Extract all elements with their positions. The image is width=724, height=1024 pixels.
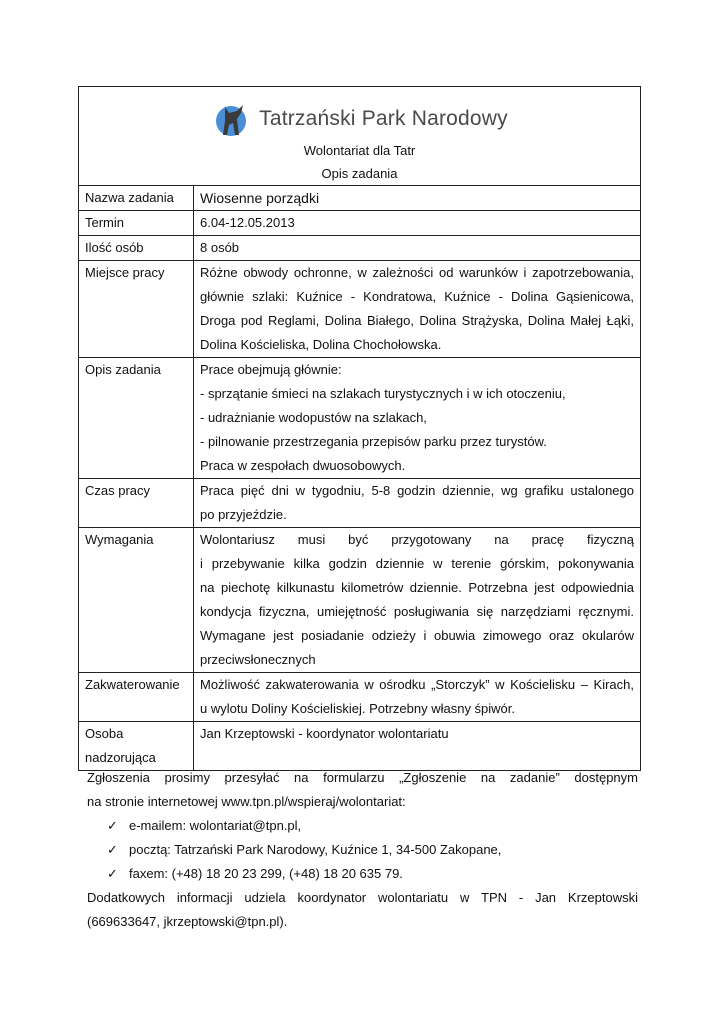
intro-line: Zgłoszenia prosimy przesyłać na formularzu „Zgłoszenie na zadanie” dostępnym [87, 770, 638, 785]
document-title: Wolontariat dla Tatr [303, 143, 416, 158]
row-label: Opis zadania [79, 358, 194, 479]
text-line: Prace obejmują głównie: [200, 362, 342, 377]
row-label: Zakwaterowanie [79, 673, 194, 722]
requirements-value [194, 528, 641, 673]
outro-line: Dodatkowych informacji udziela koordynator wolontariatu w TPN - Jan Krzeptowski [87, 890, 638, 905]
contact-email: e-mailem: wolontariat@tpn.pl, [129, 818, 302, 833]
row-label: Czas pracy [79, 479, 194, 528]
text-line: i przebywanie kilka godzin dziennie w terenie górskim, pokonywania [200, 556, 634, 571]
list-item [107, 862, 638, 886]
text-line: Wymagane jest posiadanie odzieży i obuwia zimowego oraz okularów [200, 628, 634, 643]
date-range-value: 6.04-12.05.2013 [194, 211, 641, 236]
table-row [79, 528, 641, 673]
outro-line: (669633647, jkrzeptowski@tpn.pl). [87, 914, 288, 929]
table-row [79, 722, 641, 771]
application-info [87, 766, 638, 934]
text-line: - udrażnianie wodopustów na szlakach, [200, 410, 427, 425]
table-row [79, 673, 641, 722]
logo-text: Tatrzański Park Narodowy [259, 107, 508, 130]
row-label: Osoba nadzorująca [79, 722, 194, 771]
list-item [107, 838, 638, 862]
document-subtitle: Opis zadania [321, 166, 398, 181]
table-row [79, 479, 641, 528]
park-logo [85, 99, 634, 139]
table-row [79, 261, 641, 358]
text-line: Dolina Kościeliska, Dolina Chochołowska. [200, 337, 442, 352]
text-line: głównie szlaki: Kuźnice - Kondratowa, Kuźnice - Dolina Gąsienicowa, [200, 289, 634, 304]
checkmark-icon: ✓ [107, 842, 118, 857]
text-line: Praca w zespołach dwuosobowych. [200, 458, 406, 473]
text-line: Praca pięć dni w tygodniu, 5-8 godzin dziennie, wg grafiku ustalonego [200, 483, 634, 498]
text-line: przeciwsłonecznych [200, 652, 316, 667]
checkmark-icon: ✓ [107, 818, 118, 833]
row-label: Wymagania [79, 528, 194, 673]
document-header [79, 87, 641, 186]
row-label: Termin [79, 211, 194, 236]
contact-list [87, 814, 638, 886]
contact-fax: faxem: (+48) 18 20 23 299, (+48) 18 20 635 79. [129, 866, 403, 881]
text-line: Różne obwody ochronne, w zależności od warunków i zapotrzebowania, [200, 265, 634, 280]
row-label: Nazwa zadania [79, 186, 194, 211]
task-description-table [78, 86, 641, 771]
intro-line: na stronie internetowej www.tpn.pl/wspieraj/wolontariat: [87, 794, 406, 809]
row-label: Miejsce pracy [79, 261, 194, 358]
text-line: na piechotę kilkunastu kilometrów dziennie. Potrzebna jest odpowiednia [200, 580, 634, 595]
chamois-logo-icon [211, 99, 255, 139]
checkmark-icon: ✓ [107, 866, 118, 881]
text-line: po przyjeździe. [200, 507, 287, 522]
people-count-value: 8 osób [194, 236, 641, 261]
table-row [79, 211, 641, 236]
text-line: - sprzątanie śmieci na szlakach turystycznych i w ich otoczeniu, [200, 386, 566, 401]
accommodation-value [194, 673, 641, 722]
contact-post: pocztą: Tatrzański Park Narodowy, Kuźnice 1, 34-500 Zakopane, [129, 842, 502, 857]
text-line: Droga pod Reglami, Dolina Białego, Dolina Strążyska, Dolina Małej Łąki, [200, 313, 634, 328]
table-row [79, 358, 641, 479]
workplace-value [194, 261, 641, 358]
text-line: u wylotu Doliny Kościeliskiej. Potrzebny własny śpiwór. [200, 701, 516, 716]
table-row [79, 186, 641, 211]
table-row [79, 236, 641, 261]
text-line: - pilnowanie przestrzegania przepisów parku przez turystów. [200, 434, 547, 449]
text-line: Możliwość zakwaterowania w ośrodku „Storczyk” w Kościelisku – Kirach, [200, 677, 634, 692]
working-time-value [194, 479, 641, 528]
task-description-value [194, 358, 641, 479]
task-name-value: Wiosenne porządki [194, 186, 641, 211]
text-line: Wolontariusz musi być przygotowany na pracę fizyczną [200, 532, 634, 547]
text-line: kondycja fizyczna, umiejętność posługiwania się narzędziami ręcznymi. [200, 604, 634, 619]
supervisor-value: Jan Krzeptowski - koordynator wolontariatu [194, 722, 641, 771]
row-label: Ilość osób [79, 236, 194, 261]
list-item [107, 814, 638, 838]
